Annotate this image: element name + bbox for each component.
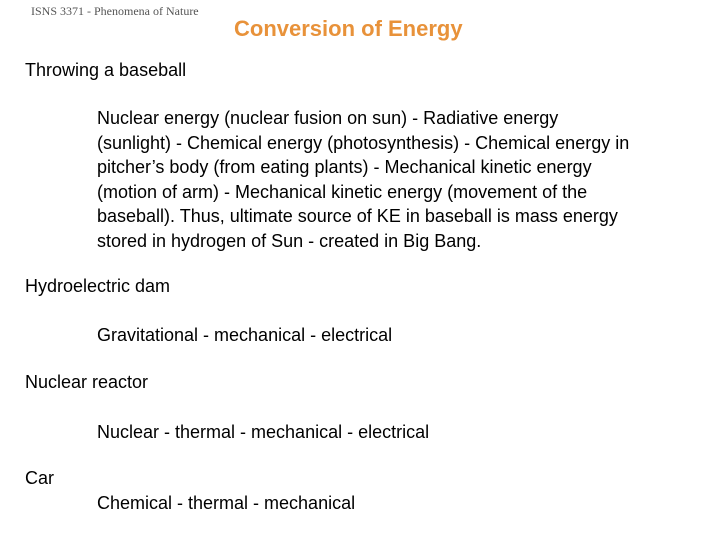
section-body-car: Chemical - thermal - mechanical (97, 493, 356, 513)
body-line: pitcher’s body (from eating plants) - Mechanical kinetic energy (97, 157, 592, 178)
section-heading-nuclear-reactor: Nuclear reactor (25, 372, 149, 392)
body-line: baseball). Thus, ultimate source of KE in baseball is mass energy (97, 206, 618, 227)
section-heading-hydroelectric: Hydroelectric dam (25, 276, 171, 296)
slide-title: Conversion of Energy (234, 16, 463, 41)
section-heading-car: Car (25, 468, 55, 488)
section-body-baseball (97, 106, 707, 254)
body-line: (motion of arm) - Mechanical kinetic energy (movement of the (97, 181, 588, 202)
course-label: ISNS 3371 - Phenomena of Nature (31, 4, 199, 18)
section-heading-baseball: Throwing a baseball (25, 60, 187, 80)
section-body-nuclear-reactor: Nuclear - thermal - mechanical - electrical (97, 422, 430, 442)
body-line: stored in hydrogen of Sun - created in Big Bang. (97, 230, 482, 251)
section-body-hydroelectric: Gravitational - mechanical - electrical (97, 325, 393, 345)
body-line: (sunlight) - Chemical energy (photosynthesis) - Chemical energy in (97, 132, 630, 153)
body-line: Nuclear energy (nuclear fusion on sun) - Radiative energy (97, 108, 559, 128)
